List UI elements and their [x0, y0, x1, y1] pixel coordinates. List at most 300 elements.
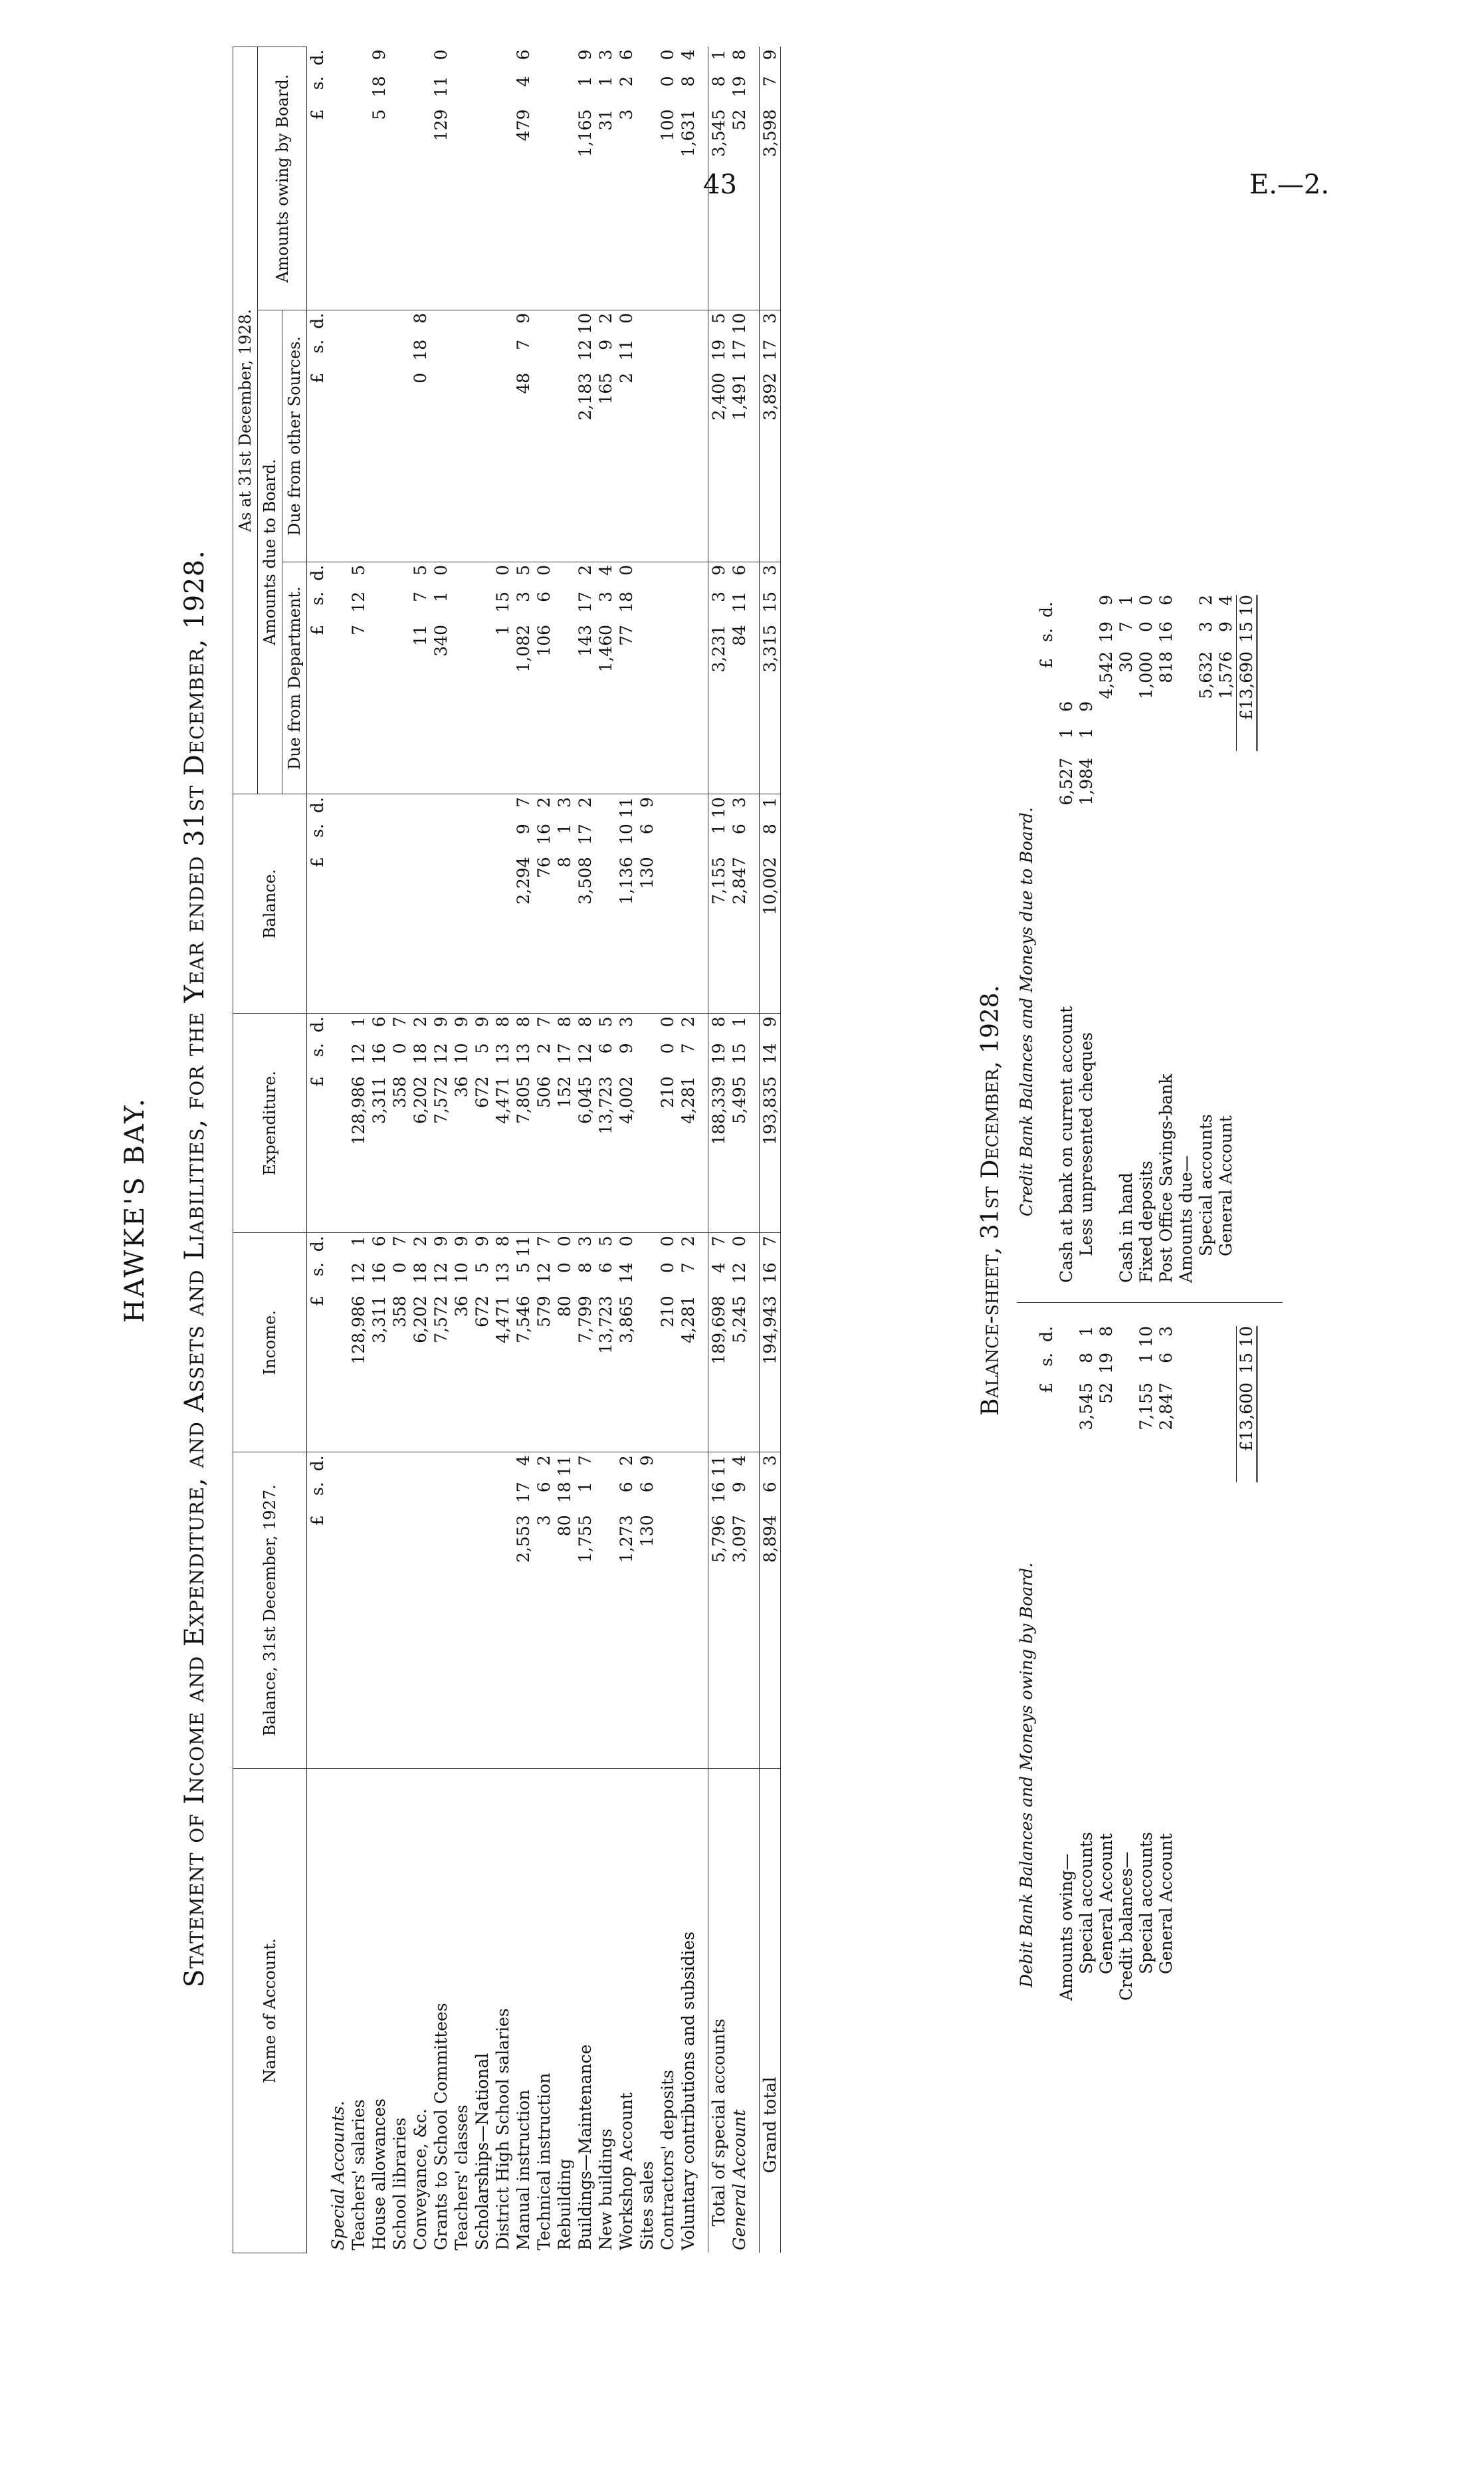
- amount-d: 8: [576, 1016, 595, 1028]
- credit-units: [1037, 602, 1056, 758]
- amount-s: 6: [617, 1482, 636, 1493]
- amount-d: 3: [596, 49, 615, 60]
- amount-p: 6,202: [411, 1076, 430, 1124]
- col-name: Name of Account.: [233, 1769, 307, 2253]
- amount-d: 3: [760, 1455, 780, 1466]
- amount-p: 128,986: [349, 1076, 368, 1145]
- amount: [576, 313, 595, 559]
- debit-total: [1236, 1326, 1258, 1482]
- debit-special-label: Special accounts: [1077, 1832, 1096, 1974]
- amount: [760, 565, 780, 791]
- credit-special-due: [1196, 595, 1216, 751]
- cell-other: [637, 310, 657, 562]
- cell-inc: [760, 1233, 781, 1452]
- amount-s: 1: [576, 76, 595, 87]
- amount-d: 7: [534, 1236, 554, 1247]
- amount-p: 5,245: [730, 1295, 749, 1343]
- amount-p: 3,865: [617, 1295, 636, 1343]
- account-name: General Account: [729, 1769, 750, 2253]
- amount: [349, 1016, 368, 1230]
- debit-special-owing: [1077, 1326, 1096, 1482]
- amount: [514, 797, 533, 1010]
- balance-sheet-divider: [1017, 1302, 1283, 1303]
- amount: [730, 313, 749, 559]
- amount-d: 9: [760, 1016, 780, 1028]
- cell-bal: [472, 794, 492, 1014]
- table-row: [678, 47, 698, 2253]
- gap-cell: [750, 1014, 760, 1233]
- debit-general-credit: [1156, 1326, 1176, 1482]
- amount: [730, 1455, 749, 1765]
- amount-d: 10: [709, 797, 728, 819]
- cell-inc: [637, 1233, 657, 1452]
- account-name: Conveyance, &c.: [410, 1769, 431, 2253]
- amount-p: 5,632: [1196, 651, 1216, 699]
- cell-exp: [534, 1014, 554, 1233]
- amount-s: 17: [760, 339, 780, 361]
- cell-other: [708, 310, 730, 562]
- amount-p: £: [308, 1295, 327, 1307]
- amount-d: 6: [617, 49, 636, 60]
- account-name: District High School salaries: [492, 1769, 513, 2253]
- amount: [679, 50, 698, 307]
- amount-d: d.: [1037, 602, 1056, 617]
- cell-bal: [708, 794, 730, 1014]
- amount: [709, 313, 728, 559]
- unit-dept: [307, 562, 328, 794]
- cell-bal: [431, 794, 451, 1014]
- account-name: New buildings: [595, 1769, 616, 2253]
- amount-s: 4: [709, 1262, 728, 1274]
- cell-bal: [595, 794, 616, 1014]
- amount: [576, 50, 595, 307]
- amount-d: 3: [760, 564, 780, 576]
- amount-p: 100: [658, 109, 677, 142]
- cell-owing: [729, 47, 750, 310]
- amount-p: 3,231: [709, 624, 728, 673]
- cell-other: [348, 310, 369, 562]
- amount-d: 9: [431, 1236, 451, 1247]
- cell-inc: [369, 1233, 389, 1452]
- cell-bal: [616, 794, 637, 1014]
- amount: [658, 50, 677, 307]
- account-name: Total of special accounts: [708, 1769, 730, 2253]
- account-name: Manual instruction: [513, 1769, 534, 2253]
- cell-owing: [389, 47, 410, 310]
- amount-s: 9: [730, 1482, 749, 1493]
- amount-d: 6: [370, 1016, 389, 1028]
- cell-bal: [760, 794, 781, 1014]
- amount-d: d.: [308, 1236, 327, 1252]
- amount-d: 9: [1097, 595, 1116, 606]
- amount-d: 7: [760, 1236, 780, 1247]
- accounts-table: [233, 47, 781, 2253]
- amount-d: 11: [617, 797, 636, 819]
- amount-s: 18: [411, 339, 430, 361]
- amount-p: 48: [514, 372, 533, 394]
- debit-special-credit-label: Special accounts: [1136, 1832, 1156, 1974]
- amount-p: 3,311: [370, 1076, 389, 1124]
- amount-p: 80: [555, 1515, 574, 1537]
- amount-s: 13: [493, 1043, 512, 1065]
- table-row: [348, 47, 369, 2253]
- amount-p: 129: [431, 109, 451, 142]
- cell-other: [554, 310, 575, 562]
- cell-exp: [708, 1014, 730, 1233]
- cell-inc: [595, 1233, 616, 1452]
- cell-inc: [729, 1233, 750, 1452]
- amount-s: 18: [555, 1482, 574, 1504]
- cell-b27: [369, 1452, 389, 1769]
- cell-dept: [492, 562, 513, 794]
- amount-s: 0: [658, 1043, 677, 1054]
- table-row: [472, 47, 492, 2253]
- amount-p: 0: [411, 372, 430, 384]
- amount-d: 5: [596, 1016, 615, 1028]
- amount-s: 8: [709, 76, 728, 87]
- cell-dept: [389, 562, 410, 794]
- debit-special-credit: [1136, 1326, 1156, 1482]
- cell-inc: [389, 1233, 410, 1452]
- amount-s: 12: [576, 1043, 595, 1065]
- amount-d: 2: [411, 1016, 430, 1028]
- amount-p: 10,002: [760, 857, 780, 915]
- cell-owing: [431, 47, 451, 310]
- amount-d: d.: [308, 564, 327, 581]
- gap-cell: [750, 794, 760, 1014]
- cell-dept: [616, 562, 637, 794]
- amount-d: 1: [730, 1016, 749, 1028]
- amount: [576, 565, 595, 791]
- amount-d: 2: [679, 1236, 698, 1247]
- amount-p: 31: [596, 109, 615, 131]
- credit-total: [1236, 595, 1258, 751]
- debit-general-owing: [1097, 1326, 1116, 1482]
- amount: [617, 1455, 636, 1765]
- amount-p: 5,796: [709, 1515, 728, 1563]
- gap-cell: [750, 1452, 760, 1769]
- amount-p: 3,598: [760, 109, 780, 158]
- amount: [576, 797, 595, 1010]
- amount: [452, 1016, 471, 1230]
- amount-d: 11: [514, 1236, 533, 1258]
- amount: [617, 565, 636, 791]
- district-title: HAWKE'S BAY.: [120, 1096, 150, 1323]
- amount-s: 1: [1136, 1353, 1156, 1363]
- credit-general-due: [1216, 595, 1235, 751]
- amount: [617, 1016, 636, 1230]
- amount-p: 5,495: [730, 1076, 749, 1124]
- amount-s: 8: [679, 76, 698, 87]
- col-as-at: As at 31st December, 1928.: [233, 47, 258, 794]
- amount: [431, 1236, 451, 1449]
- cell-dept: [575, 562, 595, 794]
- gap-cell: [698, 562, 708, 794]
- amount-d: 8: [709, 1016, 728, 1028]
- amount-p: 1,136: [617, 857, 636, 905]
- amount-s: 11: [730, 591, 749, 613]
- amount-d: 1: [709, 49, 728, 60]
- amount-d: 5: [411, 564, 430, 576]
- cell-bal: [657, 794, 678, 1014]
- cell-other: [595, 310, 616, 562]
- general-account-row: [729, 47, 750, 2253]
- amount-s: 16: [370, 1043, 389, 1065]
- amount-s: 16: [534, 824, 554, 845]
- amount: [555, 1236, 574, 1449]
- cell-b27: [534, 1452, 554, 1769]
- amount-p: 3,097: [730, 1515, 749, 1563]
- account-name: School libraries: [389, 1769, 410, 2253]
- unit-bal: [307, 794, 328, 1014]
- amount: [493, 1016, 512, 1230]
- amount-s: 15: [730, 1043, 749, 1065]
- amount-d: 2: [1196, 595, 1216, 606]
- amount-s: 6: [534, 591, 554, 602]
- cell-owing: [451, 47, 472, 310]
- amount-p: 2,847: [730, 857, 749, 905]
- amount-p: £: [1037, 658, 1056, 669]
- amount-d: 10: [1237, 1326, 1256, 1347]
- amount-p: 143: [576, 624, 595, 657]
- account-name: Scholarships—National: [472, 1769, 492, 2253]
- amount-s: 3: [514, 591, 533, 602]
- cell-other: [657, 310, 678, 562]
- cell-bal: [554, 794, 575, 1014]
- amount-d: d.: [308, 1455, 327, 1472]
- amounts-owing-label: Amounts owing—: [1057, 1853, 1076, 2001]
- amount: [390, 1016, 409, 1230]
- col-owing: Amounts owing by Board.: [258, 47, 307, 310]
- col-expenditure: Expenditure.: [233, 1014, 307, 1233]
- amount: [411, 1236, 430, 1449]
- amount-p: 77: [617, 624, 636, 646]
- amount-d: d.: [308, 312, 327, 329]
- amount-s: 19: [1097, 1353, 1116, 1374]
- account-name: House allowances: [369, 1769, 389, 2253]
- amount-s: 9: [1216, 621, 1235, 632]
- amount-s: s.: [308, 339, 327, 354]
- grand-total-row: [760, 47, 781, 2253]
- amount-d: 7: [709, 1236, 728, 1247]
- cell-exp: [513, 1014, 534, 1233]
- fixed-deposits-val: [1136, 595, 1156, 751]
- debit-units: [1037, 1326, 1056, 1482]
- section-row: [328, 47, 348, 2253]
- amount-d: 2: [679, 1016, 698, 1028]
- amount: [730, 1016, 749, 1230]
- cell-other: [431, 310, 451, 562]
- debit-general-label: General Account: [1097, 1833, 1116, 1974]
- account-name: Technical instruction: [534, 1769, 554, 2253]
- amount-d: 8: [493, 1016, 512, 1028]
- amount-d: d.: [308, 49, 327, 66]
- amount-p: 1: [493, 624, 512, 635]
- amount-d: 10: [576, 312, 595, 334]
- amount-s: 17: [555, 1043, 574, 1065]
- amount-p: 193,835: [760, 1076, 780, 1145]
- cell-exp: [492, 1014, 513, 1233]
- amount-p: 7,572: [431, 1076, 451, 1124]
- amount-d: 2: [534, 797, 554, 808]
- amount-d: 0: [730, 1236, 749, 1247]
- table-row: [616, 47, 637, 2253]
- table-row: [554, 47, 575, 2253]
- cell-owing: [410, 47, 431, 310]
- debit-general-credit-label: General Account: [1156, 1833, 1176, 1974]
- cell-b27: [389, 1452, 410, 1769]
- net-cash: [1097, 595, 1116, 751]
- amount-d: 9: [452, 1016, 471, 1028]
- amount-d: 8: [411, 312, 430, 324]
- gap-cell: [698, 47, 708, 310]
- amount-s: 13: [493, 1262, 512, 1284]
- cell-inc: [678, 1233, 698, 1452]
- amount-s: 19: [730, 76, 749, 98]
- amount-p: 52: [1097, 1383, 1116, 1404]
- cell-exp: [637, 1014, 657, 1233]
- amount-d: 9: [1077, 701, 1096, 712]
- cell-b27: [616, 1452, 637, 1769]
- gap-cell: [750, 562, 760, 794]
- amount-p: 7,155: [709, 857, 728, 905]
- credit-special-label: Special accounts: [1196, 1114, 1216, 1256]
- cell-owing: [678, 47, 698, 310]
- amount-s: 12: [534, 1262, 554, 1284]
- account-name: Voluntary contributions and subsidies: [678, 1769, 698, 2253]
- amount-p: 6,202: [411, 1295, 430, 1343]
- section-label: Special Accounts.: [328, 1769, 348, 2253]
- credit-general-label: General Account: [1216, 1115, 1235, 1256]
- amount-p: 7,805: [514, 1076, 533, 1124]
- amount-p: 76: [534, 857, 554, 879]
- amount-s: 2: [617, 76, 636, 87]
- cell-b27: [348, 1452, 369, 1769]
- amount-d: d.: [1037, 1326, 1056, 1342]
- amount-d: 8: [493, 1236, 512, 1247]
- amount-d: 9: [473, 1236, 492, 1247]
- unit-row: [307, 47, 328, 2253]
- amount-s: 6: [730, 824, 749, 835]
- account-name: Teachers' salaries: [348, 1769, 369, 2253]
- cell-exp: [616, 1014, 637, 1233]
- amount-p: 2,400: [709, 372, 728, 421]
- amount-p: 8: [555, 857, 574, 868]
- amount-s: 6: [760, 1482, 780, 1493]
- amount-d: 6: [370, 1236, 389, 1247]
- amount-p: 52: [730, 109, 749, 131]
- amount: [637, 1455, 657, 1765]
- cell-exp: [369, 1014, 389, 1233]
- amount-d: 5: [514, 564, 533, 576]
- amount: [617, 1236, 636, 1449]
- amount-p: 4,002: [617, 1076, 636, 1124]
- amount-s: 12: [576, 339, 595, 361]
- cell-owing: [595, 47, 616, 310]
- amount-s: 1: [1077, 728, 1096, 738]
- amount-d: 6: [1156, 595, 1176, 606]
- less-unpresented-label: Less unpresented cheques: [1077, 1032, 1096, 1256]
- cell-other: [513, 310, 534, 562]
- amount-s: 5: [473, 1262, 492, 1274]
- amount-p: 2,183: [576, 372, 595, 421]
- amount-s: 9: [596, 339, 615, 350]
- amount-p: £: [308, 1515, 327, 1526]
- amount-d: 9: [709, 564, 728, 576]
- amount-d: 7: [534, 1016, 554, 1028]
- amount-s: 16: [760, 1262, 780, 1284]
- cell-inc: [575, 1233, 595, 1452]
- amount-d: 11: [555, 1455, 574, 1477]
- amount-s: 17: [576, 591, 595, 613]
- amount-s: s.: [1037, 628, 1056, 642]
- page-number: 43: [703, 169, 737, 200]
- cell-exp: [575, 1014, 595, 1233]
- amount-d: 10: [730, 312, 749, 334]
- amount-d: 10: [1237, 595, 1256, 616]
- amount-s: 18: [617, 591, 636, 613]
- amount-d: 0: [431, 49, 451, 60]
- unit-spacer: [307, 1769, 328, 2253]
- amount-p: £: [308, 1076, 327, 1087]
- amount: [390, 1236, 409, 1449]
- unit-other: [307, 310, 328, 562]
- amount-p: 4,471: [493, 1295, 512, 1343]
- account-name: Buildings—Maintenance: [575, 1769, 595, 2253]
- amount-s: 11: [431, 76, 451, 98]
- cell-exp: [554, 1014, 575, 1233]
- amount-p: 818: [1156, 651, 1176, 683]
- amount: [576, 1016, 595, 1230]
- amount-s: 1: [555, 824, 574, 835]
- section-blank: [328, 1233, 348, 1452]
- cell-exp: [389, 1014, 410, 1233]
- cell-exp: [431, 1014, 451, 1233]
- amount: [514, 1455, 533, 1765]
- amount-s: 0: [390, 1262, 409, 1274]
- amount-s: 16: [370, 1262, 389, 1284]
- amount: [534, 1455, 554, 1765]
- cell-bal: [534, 794, 554, 1014]
- amount-s: s.: [308, 824, 327, 838]
- table-row: [575, 47, 595, 2253]
- amount: [411, 1016, 430, 1230]
- credit-heading: Credit Bank Balances and Moneys due to Board.: [1017, 807, 1036, 1216]
- cell-dept: [678, 562, 698, 794]
- amount-s: 12: [349, 1043, 368, 1065]
- row-gap: [698, 47, 708, 2253]
- section-blank: [328, 794, 348, 1014]
- amount-s: 7: [679, 1262, 698, 1274]
- amount: [730, 1236, 749, 1449]
- amount-p: 1,984: [1077, 758, 1096, 806]
- amount: [617, 313, 636, 559]
- less-unpresented-val: [1077, 701, 1096, 857]
- amount: [658, 1236, 677, 1449]
- account-name: Teachers' classes: [451, 1769, 472, 2253]
- amount: [760, 1236, 780, 1449]
- cell-b27: [729, 1452, 750, 1769]
- amount-s: 1: [596, 76, 615, 87]
- amount-d: 5: [349, 564, 368, 576]
- amount: [730, 565, 749, 791]
- amount-p: 152: [555, 1076, 574, 1108]
- cell-other: [410, 310, 431, 562]
- amount-d: 9: [637, 1455, 657, 1466]
- cell-dept: [513, 562, 534, 794]
- amount-s: 1: [576, 1482, 595, 1493]
- amount-p: £: [308, 624, 327, 635]
